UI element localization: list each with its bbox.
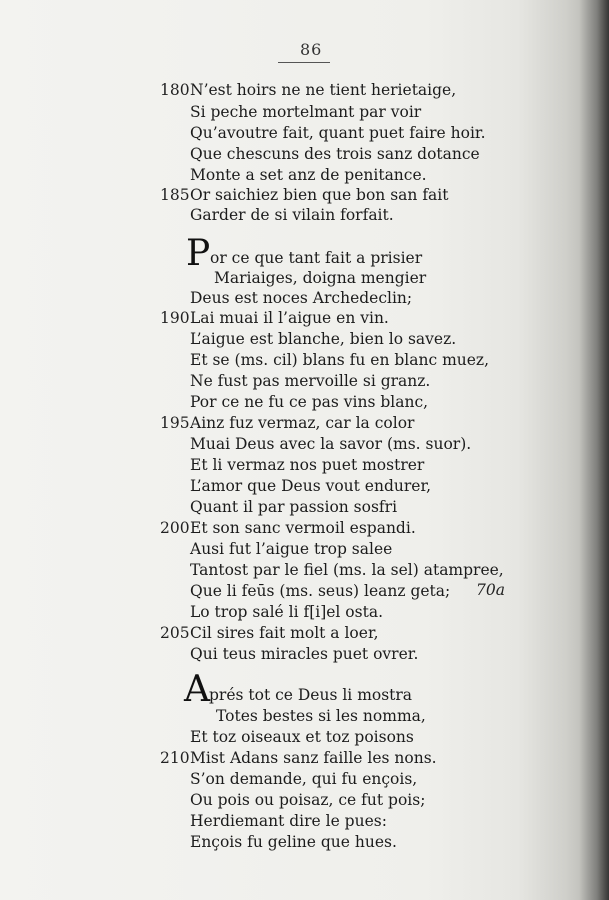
verse-text: Ou pois ou poisaz, ce fut pois;: [190, 791, 426, 809]
verse-text: N’est hoirs ne ne tient herietaige,: [190, 81, 457, 99]
line-number: 195: [160, 414, 190, 432]
folio-margin-note: 70a: [476, 581, 505, 599]
verse-text: Lo trop salé li f[i]el osta.: [190, 603, 383, 621]
line-number: 200: [160, 519, 190, 537]
line-number: 190: [160, 309, 190, 327]
verse-text: Et toz oiseaux et toz poisons: [190, 728, 414, 746]
verse-text: L’amor que Deus vout endurer,: [190, 477, 432, 495]
verse-text: Ençois fu geline que hues.: [190, 833, 397, 851]
verse-text: Et son sanc vermoil espandi.: [190, 519, 416, 537]
verse-text: Cil sires fait molt a loer,: [190, 624, 379, 642]
verse-text: Ausi fut l’aigue trop salee: [190, 540, 393, 558]
drop-cap-p: P: [186, 233, 211, 274]
verse-text: Lai muai il l’aigue en vin.: [190, 309, 389, 327]
verse-text: Herdiemant dire le pues:: [190, 812, 387, 830]
verse-text: Et li vermaz nos puet mostrer: [190, 456, 425, 474]
verse-text: Garder de si vilain forfait.: [190, 206, 394, 224]
verse-text: Que chescuns des trois sanz dotance: [190, 145, 480, 163]
verse-text: Qu’avoutre fait, quant puet faire hoir.: [190, 124, 486, 142]
verse-text: Or saichiez bien que bon san fait: [190, 186, 449, 204]
page-gutter-shadow: [579, 0, 609, 900]
verse-text: prés tot ce Deus li mostra: [209, 686, 413, 704]
page-number-rule: [278, 62, 330, 63]
verse-text: L’aigue est blanche, bien lo savez.: [190, 330, 457, 348]
verse-text: Por ce ne fu ce pas vins blanc,: [190, 393, 429, 411]
verse-text: Si peche mortelmant par voir: [190, 103, 422, 121]
verse-text: or ce que tant fait a prisier: [210, 249, 423, 267]
verse-text: Ne fust pas mervoille si granz.: [190, 372, 431, 390]
drop-cap-a: A: [184, 669, 210, 710]
verse-text: Monte a set anz de penitance.: [190, 166, 427, 184]
verse-text: Tantost par le fiel (ms. la sel) atampree,: [190, 561, 504, 579]
line-number: 185: [160, 186, 190, 204]
verse-text: Qui teus miracles puet ovrer.: [190, 645, 419, 663]
verse-text: Muai Deus avec la savor (ms. suor).: [190, 435, 472, 453]
page-number: 86: [300, 40, 323, 59]
verse-text: Mariaiges, doigna mengier: [214, 269, 427, 287]
verse-text: Quant il par passion sosfri: [190, 498, 398, 516]
line-number: 205: [160, 624, 190, 642]
line-number: 180: [160, 81, 190, 99]
verse-text: Ainz fuz vermaz, car la color: [190, 414, 415, 432]
verse-text: Que li feūs (ms. seus) leanz geta;: [190, 582, 451, 600]
line-number: 210: [160, 749, 190, 767]
verse-text: Mist Adans sanz faille les nons.: [190, 749, 437, 767]
verse-text: Totes bestes si les nomma,: [216, 707, 426, 725]
verse-text: Et se (ms. cil) blans fu en blanc muez,: [190, 351, 490, 369]
verse-text: Deus est noces Archedeclin;: [190, 289, 413, 307]
verse-text: S’on demande, qui fu ençois,: [190, 770, 418, 788]
